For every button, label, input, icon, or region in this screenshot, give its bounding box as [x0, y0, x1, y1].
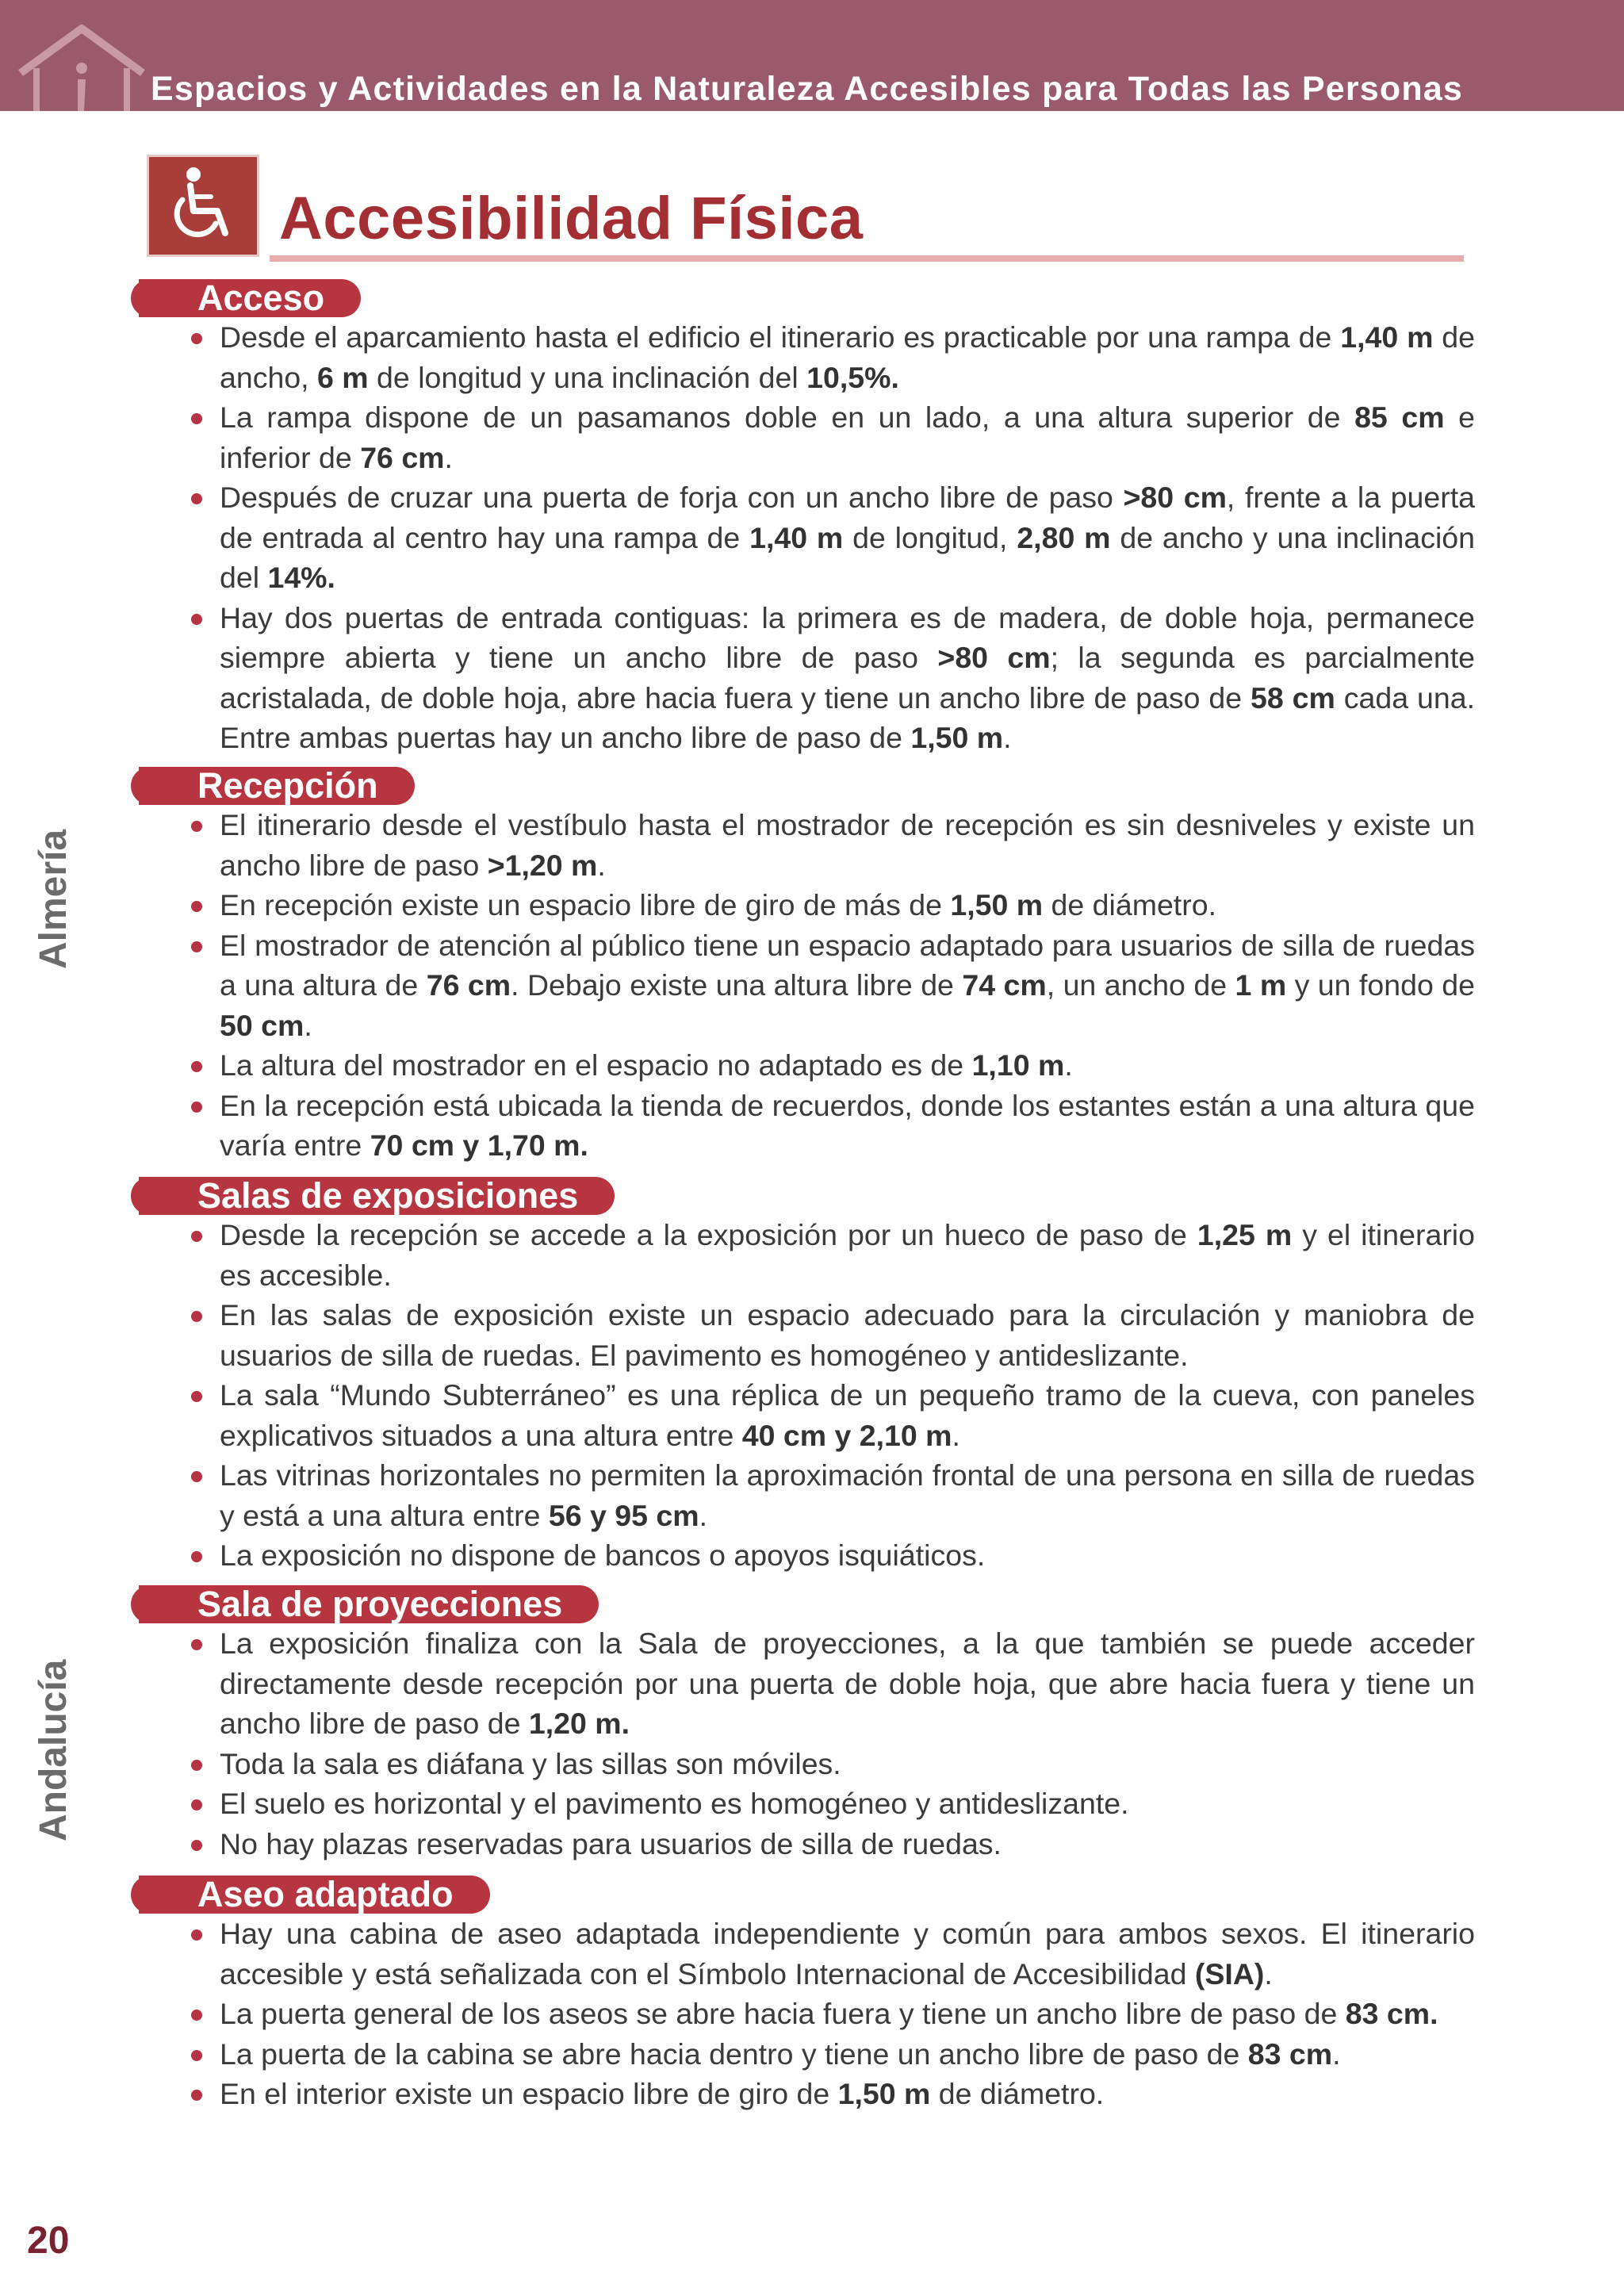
bullet-dot-icon: [191, 1929, 202, 1941]
bold-value: 70 cm y 1,70 m.: [370, 1128, 588, 1162]
list-item: [139, 598, 1475, 758]
text-run: En el interior existe un espacio libre de giro de: [220, 2077, 838, 2110]
text-run: ; la segunda es parcialmente acristalada, de doble hoja, abre hacia fuera y tiene un ancho libre de paso de: [220, 641, 1475, 715]
text-run: Toda la sala es diáfana y las sillas son móviles.: [220, 1746, 841, 1780]
bold-value: 76 cm: [426, 968, 511, 1002]
section-sala-proyecciones: [139, 1585, 1475, 1864]
bold-value: 1,50 m: [910, 721, 1004, 754]
bold-value: >80 cm: [937, 641, 1051, 674]
list-item: [139, 1744, 1475, 1784]
text-run: .: [1003, 721, 1012, 754]
bold-value: 1,20 m.: [528, 1707, 630, 1740]
bullet-dot-icon: [191, 1391, 202, 1402]
bold-value: 10,5%.: [806, 360, 899, 394]
bullet-dot-icon: [191, 1311, 202, 1322]
text-run: La rampa dispone de un pasamanos doble en un lado, a una altura superior de: [220, 400, 1355, 434]
list-item: [139, 1784, 1475, 1824]
text-run: Las vitrinas horizontales no permiten la aproximación frontal de una persona en silla de ruedas y está a una altura entre: [220, 1458, 1475, 1532]
text-run: . Debajo existe una altura libre de: [511, 968, 963, 1002]
text-run: de longitud y una inclinación del: [368, 360, 807, 394]
text-run: La exposición no dispone de bancos o apoyos isquiáticos.: [220, 1538, 986, 1572]
text-run: Hay una cabina de aseo adaptada independiente y común para ambos sexos. El itinerario accesible y está señalizada con el Símbolo Internacional de Accesibilidad: [220, 1917, 1475, 1991]
bold-value: 2,80 m: [1017, 520, 1111, 554]
text-run: de ancho,: [220, 320, 1475, 394]
text-run: Desde el aparcamiento hasta el edificio el itinerario es practicable por una rampa de: [220, 320, 1341, 354]
bold-value: 85 cm: [1354, 400, 1445, 434]
wheelchair-icon-box: [149, 157, 257, 255]
section-acceso: [139, 279, 1475, 758]
bold-value: 83 cm: [1247, 2037, 1333, 2071]
list-item: [139, 925, 1475, 1046]
bullet-dot-icon: [191, 821, 202, 832]
page-number: 20: [27, 2220, 70, 2262]
list-item: [139, 1994, 1475, 2034]
list-item: [139, 1455, 1475, 1535]
bullet-dot-icon: [191, 1551, 202, 1562]
text-run: En recepción existe un espacio libre de giro de más de: [220, 888, 951, 922]
bullet-dot-icon: [191, 1231, 202, 1242]
bold-value: 1,40 m: [1340, 320, 1434, 354]
side-label-region: Andalucía: [33, 1659, 75, 1841]
text-run: , frente a la puerta de entrada al centro hay una rampa de: [220, 481, 1476, 554]
wheelchair-icon: [149, 157, 257, 255]
bold-value: 76 cm: [360, 440, 445, 474]
text-run: La puerta general de los aseos se abre hacia fuera y tiene un ancho libre de paso de: [220, 1997, 1346, 2030]
text-run: .: [444, 440, 453, 474]
bold-value: 56 y 95 cm: [548, 1498, 699, 1532]
list-item: [139, 885, 1475, 925]
text-run: de longitud,: [843, 520, 1017, 554]
section-heading: Aseo adaptado: [139, 1876, 490, 1914]
text-run: .: [304, 1008, 312, 1042]
text-run: .: [1064, 1048, 1073, 1082]
list-item: [139, 1535, 1475, 1576]
text-run: La altura del mostrador en el espacio no adaptado es de: [220, 1048, 972, 1082]
list-item: [139, 1623, 1475, 1744]
text-run: El itinerario desde el vestíbulo hasta el mostrador de recepción es sin desniveles y existe un ancho libre de paso: [220, 808, 1475, 882]
text-run: de diámetro.: [1043, 888, 1216, 922]
side-label-province: Almería: [33, 829, 75, 969]
section-heading: Recepción: [139, 767, 415, 805]
section-recepcion: [139, 767, 1475, 1166]
list-item: [139, 1824, 1475, 1864]
bullet-dot-icon: [191, 1760, 202, 1771]
bullet-dot-icon: [191, 333, 202, 344]
text-run: , un ancho de: [1046, 968, 1235, 1002]
bold-value: >1,20 m: [487, 848, 598, 882]
section-heading: Salas de exposiciones: [139, 1177, 615, 1215]
bold-value: 58 cm: [1251, 680, 1335, 715]
house-info-icon: [14, 24, 149, 111]
text-run: .: [1264, 1956, 1273, 1991]
bullet-list: [139, 1623, 1475, 1864]
bullet-list: [139, 805, 1475, 1166]
bold-value: (SIA): [1194, 1956, 1265, 1991]
text-run: Hay dos puertas de entrada contiguas: la primera es de madera, de doble hoja, permanece siempre abierta y tiene un ancho libre de paso: [220, 600, 1475, 674]
bullet-dot-icon: [191, 1471, 202, 1482]
bullet-list: [139, 1914, 1475, 2114]
bold-value: 74 cm: [962, 968, 1047, 1002]
bold-value: 50 cm: [220, 1008, 304, 1042]
section-heading: Sala de proyecciones: [139, 1585, 599, 1623]
text-run: La puerta de la cabina se abre hacia dentro y tiene un ancho libre de paso de: [220, 2037, 1248, 2071]
bold-value: 1 m: [1235, 968, 1287, 1002]
bullet-dot-icon: [191, 1102, 202, 1113]
text-run: .: [1332, 2037, 1341, 2071]
bullet-dot-icon: [191, 1840, 202, 1851]
bullet-dot-icon: [191, 2090, 202, 2101]
text-run: Después de cruzar una puerta de forja con un ancho libre de paso: [220, 481, 1124, 514]
list-item: [139, 1914, 1475, 1994]
page-title: Accesibilidad Física: [279, 185, 864, 252]
text-run: El mostrador de atención al público tiene un espacio adaptado para usuarios de silla de ruedas a una altura de: [220, 928, 1475, 1002]
bold-value: 1,25 m: [1197, 1218, 1293, 1251]
bullet-dot-icon: [191, 1639, 202, 1650]
bullet-dot-icon: [191, 493, 202, 504]
list-item: [139, 397, 1475, 477]
text-run: y el itinerario es accesible.: [220, 1218, 1475, 1292]
text-run: El suelo es horizontal y el pavimento es homogéneo y antideslizante.: [220, 1787, 1129, 1820]
text-run: de diámetro.: [930, 2077, 1105, 2110]
list-item: [139, 1375, 1475, 1455]
text-run: En las salas de exposición existe un espacio adecuado para la circulación y maniobra de usuarios de silla de ruedas. El pavimento es homogéneo y antideslizante.: [220, 1298, 1475, 1372]
text-run: La sala “Mundo Subterráneo” es una réplica de un pequeño tramo de la cueva, con paneles explicativos situados a una altura entre: [220, 1378, 1475, 1452]
text-run: La exposición finaliza con la Sala de proyecciones, a la que también se puede acceder directamente desde recepción por una puerta de doble hoja, que abre hacia fuera y tiene un ancho libre de paso de: [220, 1627, 1475, 1740]
text-run: .: [597, 848, 606, 882]
bullet-dot-icon: [191, 413, 202, 424]
bold-value: 83 cm.: [1345, 1997, 1438, 2030]
list-item: [139, 477, 1475, 598]
bold-value: 1,10 m: [971, 1048, 1065, 1082]
text-run: .: [952, 1418, 960, 1452]
text-run: e inferior de: [220, 400, 1475, 474]
bold-value: 6 m: [317, 360, 369, 394]
bold-value: 1,50 m: [837, 2077, 931, 2110]
text-run: En la recepción está ubicada la tienda de recuerdos, donde los estantes están a una altura que varía entre: [220, 1088, 1475, 1162]
list-item: [139, 1086, 1475, 1166]
bold-value: 1,50 m: [950, 888, 1044, 922]
bullet-dot-icon: [191, 941, 202, 952]
bold-value: 40 cm y 2,10 m: [741, 1418, 952, 1452]
bullet-dot-icon: [191, 1799, 202, 1810]
bold-value: >80 cm: [1123, 481, 1227, 514]
section-salas-exposiciones: [139, 1177, 1475, 1576]
bullet-dot-icon: [191, 1061, 202, 1072]
title-underline: [270, 255, 1464, 262]
header-title: Espacios y Actividades en la Naturaleza Accesibles para Todas las Personas: [151, 70, 1464, 108]
text-run: Desde la recepción se accede a la exposición por un hueco de paso de: [220, 1218, 1197, 1251]
bold-value: 1,40 m: [749, 520, 844, 554]
bullet-dot-icon: [191, 614, 202, 625]
text-run: .: [699, 1498, 707, 1532]
list-item: [139, 2034, 1475, 2075]
text-run: de ancho y una inclinación del: [220, 520, 1476, 594]
bullet-dot-icon: [191, 901, 202, 912]
list-item: [139, 317, 1475, 397]
list-item: [139, 805, 1475, 885]
section-heading: Acceso: [139, 279, 361, 317]
bullet-dot-icon: [191, 2010, 202, 2021]
bold-value: 14%.: [267, 561, 335, 594]
list-item: [139, 1295, 1475, 1375]
list-item: [139, 1215, 1475, 1295]
section-aseo-adaptado: [139, 1876, 1475, 2114]
text-run: cada una. Entre ambas puertas hay un ancho libre de paso de: [220, 680, 1475, 754]
list-item: [139, 2074, 1475, 2114]
text-run: y un fondo de: [1286, 968, 1475, 1002]
bullet-list: [139, 1215, 1475, 1576]
text-run: No hay plazas reservadas para usuarios de silla de ruedas.: [220, 1826, 1002, 1860]
bullet-list: [139, 317, 1475, 758]
list-item: [139, 1045, 1475, 1086]
bullet-dot-icon: [191, 2050, 202, 2061]
